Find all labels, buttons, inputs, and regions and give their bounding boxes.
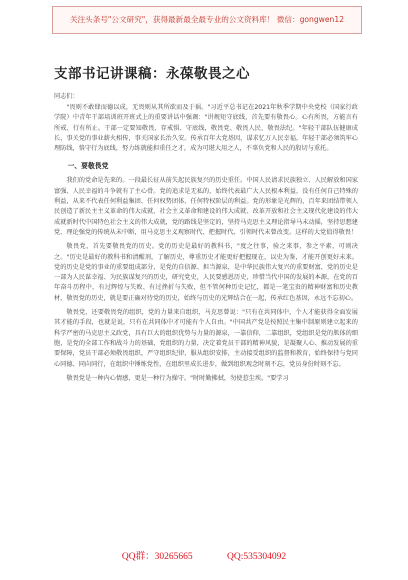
promo-banner: 关注头条号"公文研究"，获得最新最全最专业的公文资料库！ 微信：gongwen12 — [52, 6, 362, 34]
paragraph: 敬畏党，首先要敬畏党的历史。党的历史是最好的教科书，"度之往事，验之来事，参之平素，可则决之。"历史是最好的教科书和清醒剂，了解历史，尊重历史才能更好把握现在，以史为鉴，才能开创更好未来。党的历史是党的事业的重要组成部分，是党的自信源、担当源泉，是中华民族伟大复兴的重要财富，党的历史是一部为人民谋幸福、为民族谋复兴的历史，研究党史，人民要感恩历史，珍惜当代中国的发展的本源，在党的百年奋斗历程中，有过辉煌与失败、有过挫折与失败，但不管何种历史记忆，都是一笔宝贵的精神财富和历史教材，敬畏党的历史，就是要正确对待党的历史，始终与历史的光辉结合在一起，传承红色基因，永远不忘初心。 — [54, 243, 358, 302]
qq-number: QQ:535304092 — [226, 552, 287, 562]
page-title: 支部书记讲课稿：永葆敬畏之心 — [54, 66, 250, 82]
contact-footer — [0, 548, 408, 562]
document-body — [54, 62, 358, 388]
paragraph: "畏则不敢肆而德以成，无畏则从其所欲而及于祸。"习近平总书记在2021年秋季学期中央党校（国家行政学院）中青年干部培训班开班式上的重要讲话中强调："讲规矩守底线，首先要有敬畏心。心有所畏，方能言有所戒、行有所止。干部一定要知敬畏、存戒惧、守底线，敬畏党、敬畏人民、敬畏法纪。"年轻干部队伍健康成长，事关党的事业薪火相传，事关国家长治久安。传承百年大党基因，谋求忆万人民幸福，年轻干部必须筑牢心理防线，恪守行为底线，努力练就能担重任之才，成为可堪大用之人，不辜负党和人民的殷切与重托。 — [54, 104, 358, 153]
paragraph: 敬畏党，还要敬畏党的组织，党的力量来自组织，马克思曾说："只有在共同体中，个人才能获得全面发展其才能的手段，也就是说，只有在共同体中才可能有个人自由。"中国共产党是按照民主集中制原则建立起来的科学严密的马克思主义政党，具有巨大的组织优势与力量的源泉，一靠信仰，二靠组织，党组织是党的肌体的细胞，是党的全部工作和战斗力的基础，党组织的力量，决定着党员干部的精神风貌，是凝聚人心、推动发展的重要保障，党员干部必须敬畏组织，严守组织纪律，服从组织安排，主动接受组织的监督和教育，始终保持与党同心同德、同向同行，在组织中锤炼党性，在组织里成长进步，做到组织观念时刻不忘，党员身份时刻不忘。 — [54, 309, 358, 368]
paragraph: 我们的党命是先来的。一段最长征从前失起民族复兴的历史重任。中国人民请求民族独立、人民解放和国家富强、人民幸福的斗争就有了主心骨。党的追求是无私的，始终代表最广大人民根本利益，没有任何自己特殊的利益，从来不代表任何利益集团、任何权势团体、任何特权阶层的利益。党的形象是光辉的，百年来团结带领人民创造了新民主主义革命的伟大成就、社会主义革命和建设的伟大成就、改革开放和社会主义现代化建设的伟大成就新时代中国特色社会主义的伟大成就，党的路线是坚定的，坚持马克思主义理论指导马未动摇，坚持思想建党、理论强党的传统从未中断，用马克思主义观察时代、把握时代、引领时代未曾改变。这样的大党值得敬畏！ — [54, 177, 358, 236]
section-heading: 一、要敬畏党 — [67, 162, 109, 171]
qq-group: QQ群：30265665 — [121, 552, 193, 562]
paragraph: 敬畏党是一种内心情感，更是一种行为操守。"时时勤拂拭，勿使惹尘埃。"要学习 — [66, 374, 289, 382]
salutation: 同志们： — [54, 93, 79, 100]
